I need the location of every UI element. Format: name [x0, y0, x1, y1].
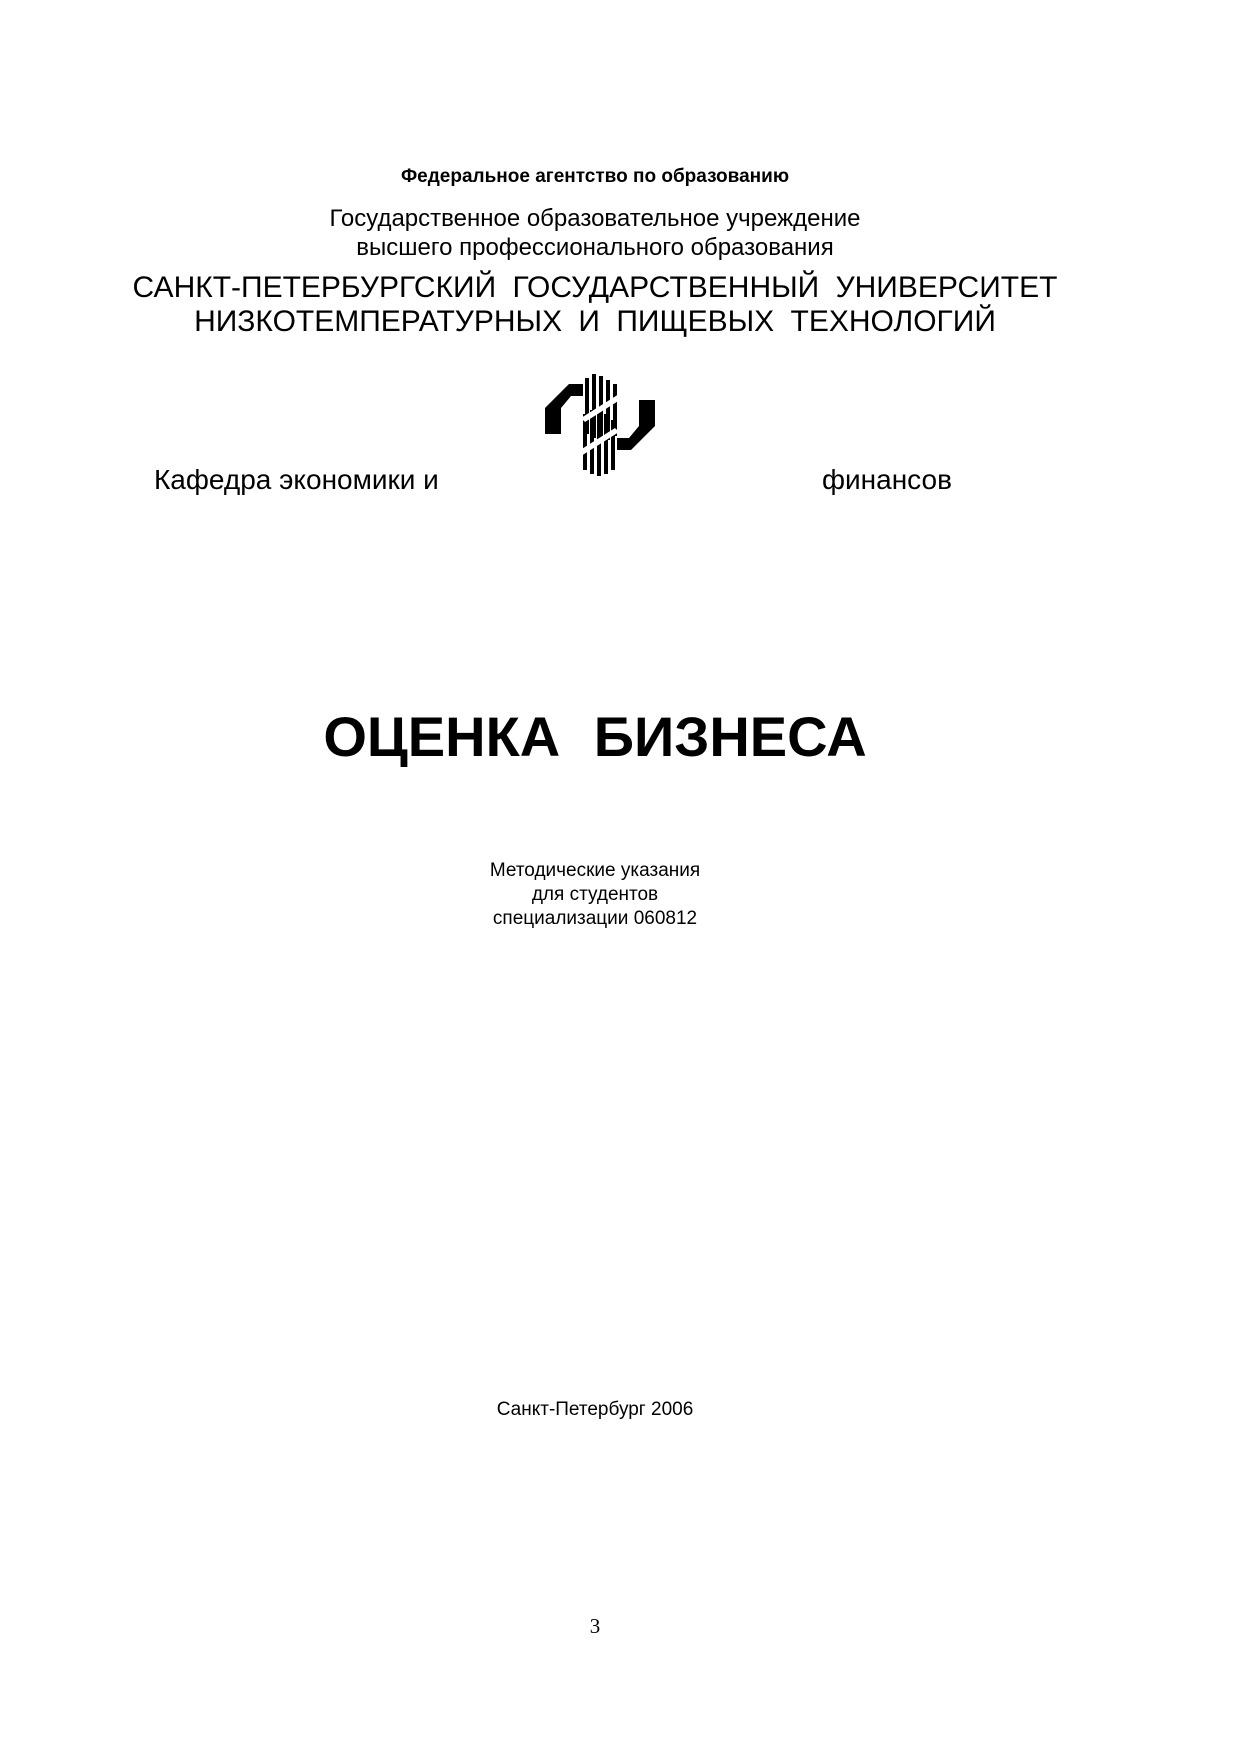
university-name-line-2: НИЗКОТЕМПЕРАТУРНЫХ И ПИЩЕВЫХ ТЕХНОЛОГИЙ: [194, 305, 996, 338]
agency-name: Федеральное агентство по образованию: [400, 166, 790, 187]
description-line-2: для студентов: [531, 884, 659, 905]
institution-line-2: высшего профессионального образования: [356, 234, 834, 261]
page-number: 3: [589, 1614, 601, 1638]
department-label-left: Кафедра экономики и: [154, 464, 439, 495]
institution-line-1: Государственное образовательное учреждение: [329, 205, 861, 232]
document-title: ОЦЕНКА БИЗНЕСА: [323, 705, 867, 768]
description-line-1: Методические указания: [489, 860, 701, 881]
department-label-right: финансов: [822, 464, 952, 495]
city-year: Санкт-Петербург 2006: [496, 1399, 694, 1420]
description-line-3: специализации 060812: [492, 908, 698, 929]
university-emblem-icon: [545, 374, 655, 476]
university-name-line-1: САНКТ-ПЕТЕРБУРГСКИЙ ГОСУДАРСТВЕННЫЙ УНИВЕРСИТЕТ: [132, 271, 1058, 304]
